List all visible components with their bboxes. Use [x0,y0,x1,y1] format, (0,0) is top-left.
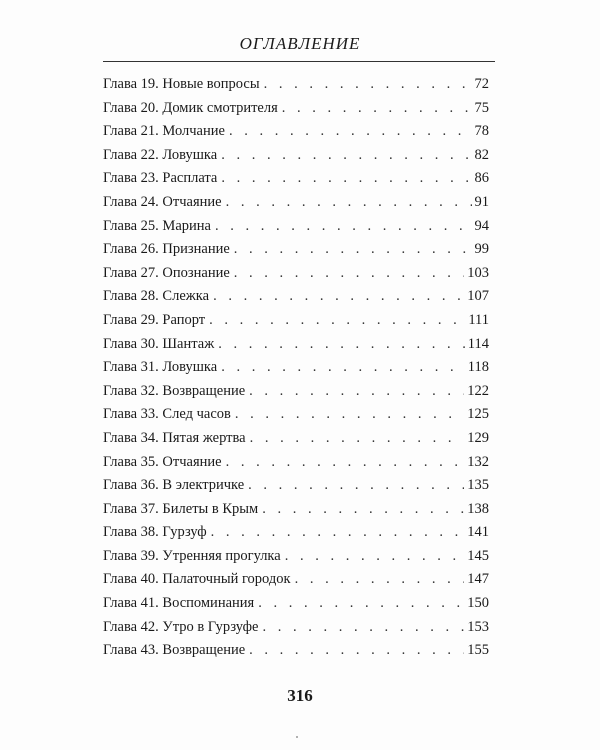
toc-entry-title: Глава 24. Отчаяние [103,193,222,210]
toc-entry [103,568,489,592]
toc-entry-title: Глава 37. Билеты в Крым [103,500,259,517]
toc-entry [103,545,489,569]
toc-entry [103,120,489,144]
dot-leader [250,427,465,451]
toc-entry-title: Глава 31. Ловушка [103,359,218,376]
dot-leader [229,120,472,144]
dot-leader [211,521,465,545]
toc-entry [103,191,489,215]
toc-entry-page: 111 [468,311,489,328]
toc-entry [103,498,489,522]
dot-leader [209,309,465,333]
toc-entry-page: 78 [474,123,489,140]
paper-speck [296,736,298,738]
dot-leader [234,238,472,262]
toc-entry-title: Глава 42. Утро в Гурзуфе [103,618,259,635]
header-divider [103,61,495,62]
toc-entry-page: 72 [474,76,489,92]
toc-entry-title: Глава 43. Возвращение [103,642,246,659]
dot-leader [221,144,471,168]
toc-entry [103,380,489,404]
toc-entry [103,215,489,239]
toc-entry [103,639,489,663]
toc-entry-page: 138 [467,500,489,517]
toc-entry-title: Глава 38. Гурзуф [103,524,207,541]
toc-entry-title: Глава 34. Пятая жертва [103,429,246,446]
dot-leader [221,167,471,191]
toc-entry-title: Глава 33. След часов [103,406,231,423]
toc-entry-title: Глава 30. Шантаж [103,335,215,352]
toc-entry-page: 125 [467,406,489,423]
toc-entry-title: Глава 41. Воспоминания [103,595,255,612]
toc-entry-page: 150 [467,595,489,612]
dot-leader [248,474,464,498]
toc-entry [103,427,489,451]
toc-entry-page: 86 [474,170,489,187]
dot-leader [226,451,465,475]
dot-leader [235,403,464,427]
toc-entry-title: Глава 27. Опознание [103,264,230,281]
toc-entry-page: 147 [467,571,489,588]
toc-entry [103,592,489,616]
toc-entry-page: 145 [467,547,489,564]
toc-entry-page: 155 [467,642,489,659]
toc-entry-page: 94 [474,217,489,234]
dot-leader [215,215,472,239]
toc-entry [103,285,489,309]
toc-entry-page: 114 [467,335,489,352]
toc-entry [103,309,489,333]
dot-leader [295,568,465,592]
toc-entry-title: Глава 28. Слежка [103,288,210,305]
toc-entry [103,333,489,357]
dot-leader [285,545,465,569]
toc-entry-page: 135 [467,477,489,494]
dot-leader [221,356,465,380]
toc-entry-title: Глава 35. Отчаяние [103,453,222,470]
toc-entry-page: 153 [467,618,489,635]
page-number: 316 [287,686,313,705]
toc-entry [103,616,489,640]
toc-entry [103,238,489,262]
toc-entry-page: 103 [467,264,489,281]
toc-entry-title: Глава 19. Новые вопросы [103,76,260,92]
toc-entry [103,474,489,498]
toc-entry [103,451,489,475]
dot-leader [226,191,472,215]
dot-leader [264,73,472,97]
toc-entry [103,403,489,427]
toc-entry-title: Глава 25. Марина [103,217,211,234]
toc-entry [103,97,489,121]
dot-leader [282,97,472,121]
dot-leader [258,592,464,616]
toc-entry [103,262,489,286]
page-title: ОГЛАВЛЕНИЕ [239,34,361,53]
toc-entry [103,356,489,380]
dot-leader [234,262,464,286]
toc-entry-title: Глава 26. Признание [103,241,230,258]
toc-entry-title: Глава 29. Рапорт [103,311,206,328]
dot-leader [262,498,464,522]
toc-entry-page: 141 [467,524,489,541]
dot-leader [249,380,464,404]
toc-entry-page: 75 [474,99,489,116]
toc-entry-title: Глава 22. Ловушка [103,146,218,163]
dot-leader [218,333,465,357]
toc-entry-title: Глава 40. Палаточный городок [103,571,291,588]
table-of-contents [103,73,489,663]
toc-entry [103,73,489,97]
toc-entry-page: 129 [467,429,489,446]
toc-entry-page: 132 [467,453,489,470]
dot-leader [213,285,464,309]
toc-entry-title: Глава 39. Утренняя прогулка [103,547,281,564]
dot-leader [262,616,464,640]
dot-leader [249,639,464,663]
toc-entry-page: 99 [474,241,489,258]
toc-entry-title: Глава 36. В электричке [103,477,245,494]
toc-entry-page: 118 [467,359,489,376]
toc-entry [103,167,489,191]
toc-entry-title: Глава 20. Домик смотрителя [103,99,278,116]
toc-entry [103,521,489,545]
toc-entry-page: 107 [467,288,489,305]
toc-entry-title: Глава 32. Возвращение [103,382,246,399]
toc-entry-title: Глава 23. Расплата [103,170,218,187]
toc-entry-page: 91 [474,193,489,210]
toc-entry-title: Глава 21. Молчание [103,123,225,140]
toc-entry-page: 82 [474,146,489,163]
toc-entry-page: 122 [467,382,489,399]
toc-entry [103,144,489,168]
